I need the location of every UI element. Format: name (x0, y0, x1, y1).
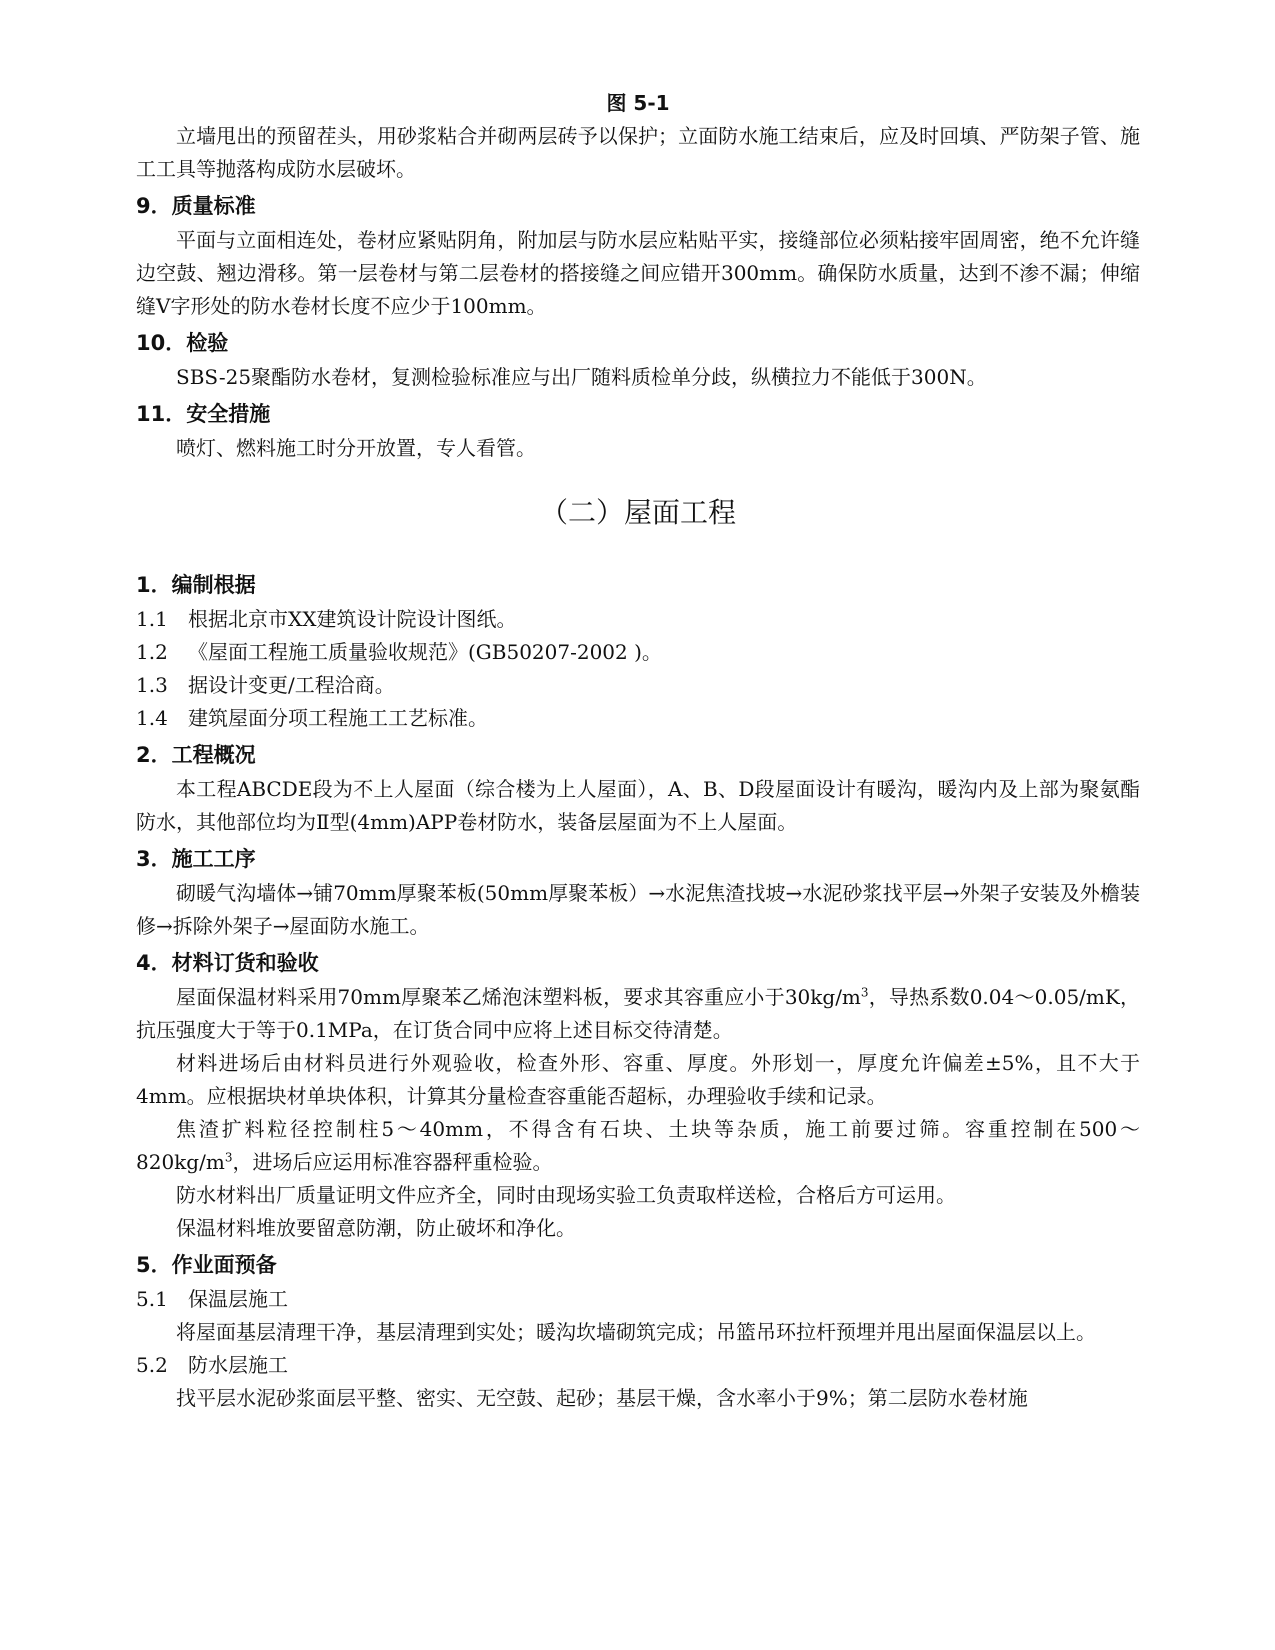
superscript: 3 (224, 1150, 233, 1165)
item-text: 《屋面工程施工质量验收规范》(GB50207-2002 )。 (188, 640, 662, 664)
paragraph-text: ，导热系数0.04～0.05/mK，抗压强度大于等于0.1MPa，在订货合同中应将上述目标交待清楚。 (136, 985, 1141, 1042)
paragraph-text: ，进场后应运用标准容器秤重检验。 (232, 1150, 553, 1174)
paragraph: 找平层水泥砂浆面层平整、密实、无空鼓、起砂；基层干燥，含水率小于9%；第二层防水卷材施 (176, 1386, 1028, 1410)
list-item (136, 669, 1140, 702)
subsection-heading (136, 1349, 1140, 1382)
item-number: 1.3 (136, 673, 168, 697)
paragraph-text: 屋面保温材料采用70mm厚聚苯乙烯泡沫塑料板，要求其容重应小于30kg/m (176, 985, 861, 1009)
paragraph (136, 981, 1140, 1047)
section-heading: 1．编制根据 (136, 573, 256, 597)
section-heading: 11．安全措施 (136, 402, 271, 426)
paragraph: 砌暖气沟墙体→铺70mm厚聚苯板(50mm厚聚苯板）→水泥焦渣找坡→水泥砂浆找平层→外架子安装及外檐装修→拆除外架子→屋面防水施工。 (136, 881, 1140, 938)
section-heading: 9．质量标准 (136, 194, 256, 218)
subsection-title: 保温层施工 (188, 1287, 288, 1311)
paragraph: 保温材料堆放要留意防潮，防止破坏和净化。 (176, 1216, 576, 1240)
section-heading: 10．检验 (136, 331, 229, 355)
paragraph: 立墙甩出的预留茬头，用砂浆粘合并砌两层砖予以保护；立面防水施工结束后，应及时回填、严防架子管、施工工具等抛落构成防水层破坏。 (136, 124, 1140, 181)
item-number: 5.1 (136, 1287, 168, 1311)
section-heading: 5．作业面预备 (136, 1253, 277, 1277)
paragraph: 平面与立面相连处，卷材应紧贴阴角，附加层与防水层应粘贴平实，接缝部位必须粘接牢固周密，绝不允许缝边空鼓、翘边滑移。第一层卷材与第二层卷材的搭接缝之间应错开300mm。确保防水质量，达到不渗不漏；伸缩缝V字形处的防水卷材长度不应少于100mm。 (136, 228, 1140, 318)
document-page (136, 88, 1140, 1415)
paragraph: 材料进场后由材料员进行外观验收，检查外形、容重、厚度。外形划一，厚度允许偏差±5%，且不大于4mm。应根据块材单块体积，计算其分量检查容重能否超标，办理验收手续和记录。 (136, 1051, 1140, 1108)
paragraph: 将屋面基层清理干净，基层清理到实处；暖沟坎墙砌筑完成；吊篮吊环拉杆预埋并甩出屋面保温层以上。 (176, 1320, 1096, 1344)
item-number: 1.4 (136, 706, 168, 730)
list-item (136, 603, 1140, 636)
section-heading: 2．工程概况 (136, 743, 256, 767)
item-text: 根据北京市XX建筑设计院设计图纸。 (188, 607, 517, 631)
list-item (136, 636, 1140, 669)
paragraph: 本工程ABCDE段为不上人屋面（综合楼为上人屋面），A、B、D段屋面设计有暖沟，暖沟内及上部为聚氨酯防水，其他部位均为Ⅱ型(4mm)APP卷材防水，装备层屋面为不上人屋面。 (136, 777, 1140, 834)
item-text: 建筑屋面分项工程施工工艺标准。 (188, 706, 488, 730)
section-heading: 4．材料订货和验收 (136, 951, 319, 975)
chapter-title: （二）屋面工程 (539, 496, 736, 529)
figure-caption: 图 5-1 (606, 91, 670, 115)
paragraph (136, 1113, 1140, 1179)
paragraph: SBS-25聚酯防水卷材，复测检验标准应与出厂随料质检单分歧，纵横拉力不能低于300N。 (176, 365, 987, 389)
section-heading: 3．施工工序 (136, 847, 256, 871)
subsection-heading (136, 1283, 1140, 1316)
paragraph: 喷灯、燃料施工时分开放置，专人看管。 (176, 436, 536, 460)
item-number: 1.2 (136, 640, 168, 664)
item-number: 5.2 (136, 1353, 168, 1377)
superscript: 3 (860, 985, 869, 1000)
subsection-title: 防水层施工 (188, 1353, 288, 1377)
item-number: 1.1 (136, 607, 168, 631)
item-text: 据设计变更/工程洽商。 (188, 673, 395, 697)
list-item (136, 702, 1140, 735)
paragraph-text: 焦渣扩料粒径控制柱5～40mm，不得含有石块、土块等杂质，施工前要过筛。容重控制在500～820kg/m (136, 1117, 1140, 1174)
paragraph: 防水材料出厂质量证明文件应齐全，同时由现场实验工负责取样送检，合格后方可运用。 (176, 1183, 956, 1207)
